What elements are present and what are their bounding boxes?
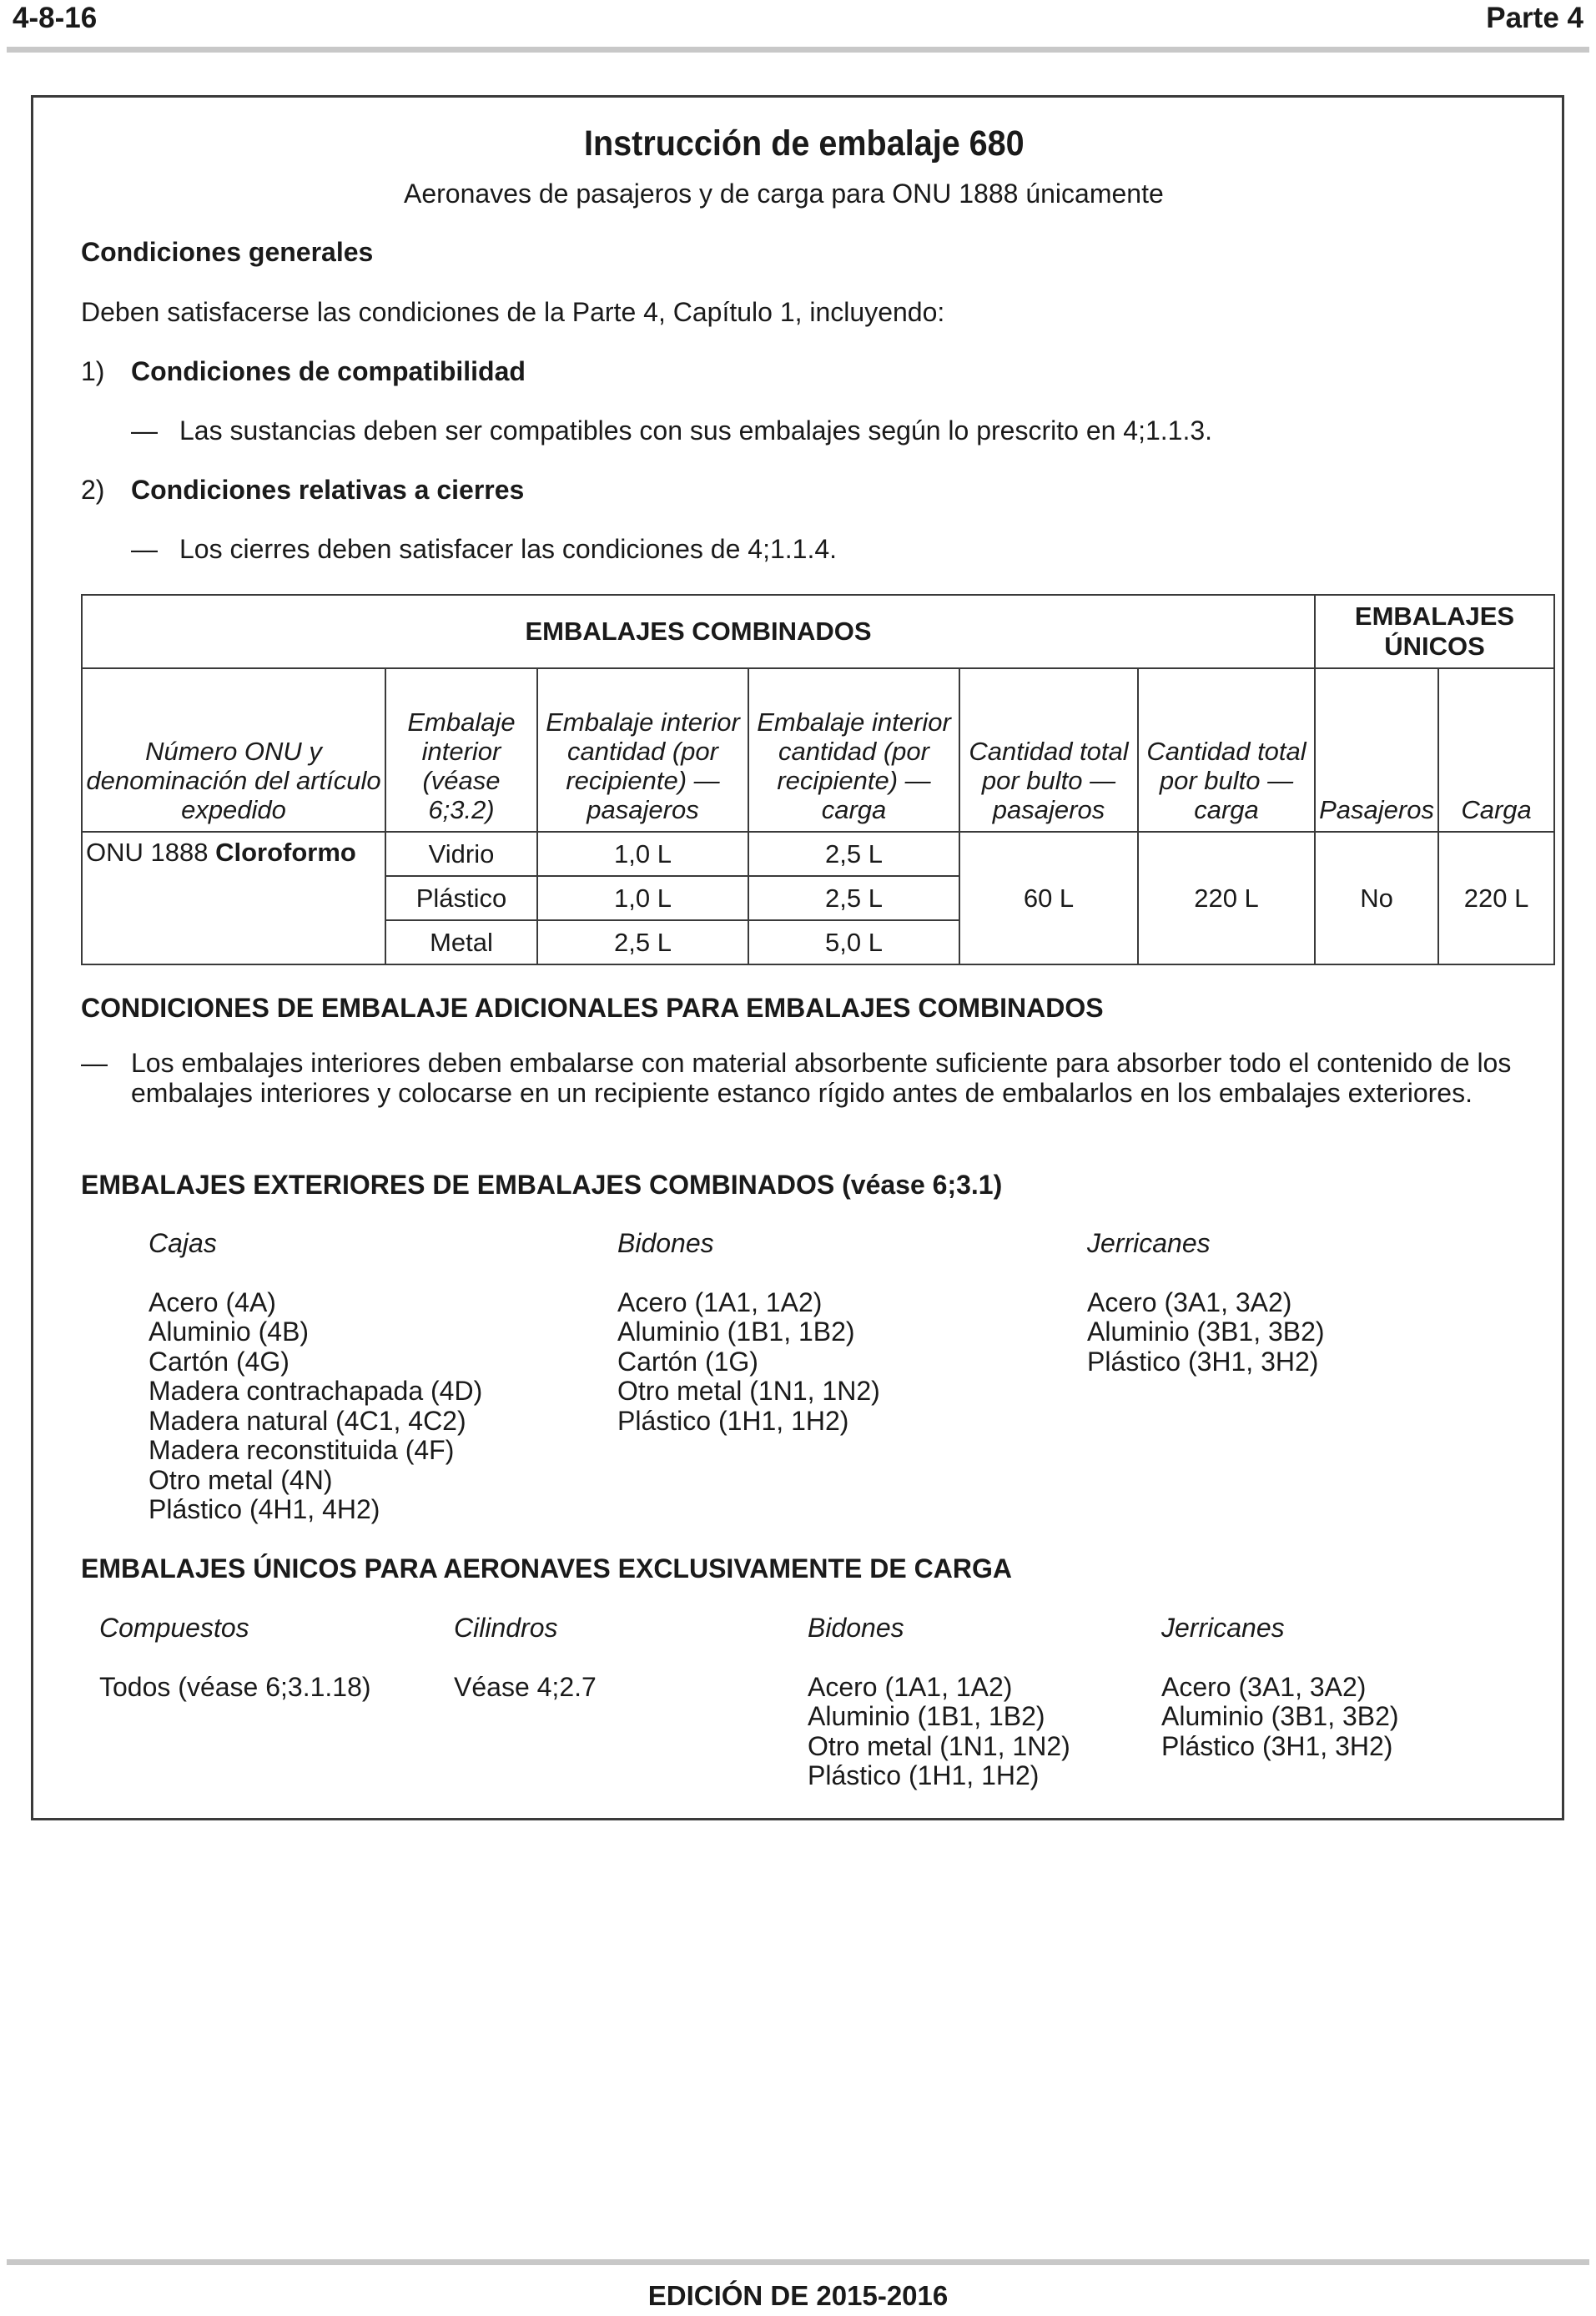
list-item: Otro metal (1N1, 1N2) [617,1376,880,1406]
column-title: Bidones [808,1613,904,1643]
list-item: Cartón (1G) [617,1346,758,1377]
additional-heading: CONDICIONES DE EMBALAJE ADICIONALES PARA EMBALAJES COMBINADOS [81,993,1104,1023]
instruction-subtitle: Aeronaves de pasajeros y de carga para ONU 1888 únicamente [404,179,1164,209]
list-item: Acero (3A1, 3A2) [1161,1671,1367,1702]
outer-column-jerricans [1087,1229,1325,1377]
item-2-dash: — [131,534,158,564]
qty-passenger-cell: 1,0 L [537,832,748,876]
single-heading: EMBALAJES ÚNICOS PARA AERONAVES EXCLUSIVAMENTE DE CARGA [81,1553,1012,1583]
item-2-number: 2) [81,475,105,505]
page-number: 4-8-16 [13,2,98,34]
qty-passenger-cell: 2,5 L [537,920,748,964]
col-header-un-number: Número ONU y denominación del artículo expedido [82,668,385,832]
total-cargo-cell: 220 L [1138,832,1315,964]
item-1-dash: — [131,415,158,446]
list-item: Madera natural (4C1, 4C2) [149,1405,466,1436]
item-1-text: Las sustancias deben ser compatibles con sus embalajes según lo prescrito en 4;1.1.3. [179,415,1213,446]
col-header-single-cargo: Carga [1438,668,1554,832]
qty-passenger-cell: 1,0 L [537,876,748,920]
list-item: Aluminio (3B1, 3B2) [1087,1317,1325,1347]
additional-dash: — [81,1048,108,1078]
item-2-title: Condiciones relativas a cierres [131,475,525,505]
list-item: Aluminio (1B1, 1B2) [808,1701,1045,1731]
item-2-text: Los cierres deben satisfacer las condiciones de 4;1.1.4. [179,534,838,564]
qty-cargo-cell: 2,5 L [748,876,959,920]
column-title: Cilindros [454,1613,558,1643]
list-item: Aluminio (3B1, 3B2) [1161,1701,1399,1731]
list-item: Plástico (3H1, 3H2) [1161,1730,1393,1761]
total-passenger-cell: 60 L [959,832,1138,964]
list-item: Acero (1A1, 1A2) [617,1286,823,1317]
general-intro: Deben satisfacerse las condiciones de la Parte 4, Capítulo 1, incluyendo: [81,297,945,327]
col-header-total-cargo: Cantidad total por bulto — carga [1138,668,1315,832]
qty-cargo-cell: 2,5 L [748,832,959,876]
un-number-cell [82,832,385,964]
list-item: Aluminio (1B1, 1B2) [617,1317,855,1347]
list-item: Plástico (1H1, 1H2) [808,1760,1040,1790]
footer-rule [7,2259,1589,2265]
column-title: Cajas [149,1228,217,1258]
col-header-single-passenger: Pasajeros [1315,668,1438,832]
column-title: Bidones [617,1228,714,1258]
single-passenger-cell: No [1315,832,1438,964]
outer-column-boxes [149,1229,482,1525]
packing-table [81,594,1555,965]
page-header [0,0,1596,52]
list-item: Otro metal (1N1, 1N2) [808,1730,1070,1761]
list-item: Plástico (4H1, 4H2) [149,1494,380,1524]
outer-heading: EMBALAJES EXTERIORES DE EMBALAJES COMBINADOS (véase 6;3.1) [81,1170,1003,1200]
col-header-total-passenger: Cantidad total por bulto — pasajeros [959,668,1138,832]
list-item: Acero (1A1, 1A2) [808,1671,1013,1702]
general-heading: Condiciones generales [81,237,374,267]
col-header-inner-qty-passenger: Embalaje interior cantidad (por recipiente) — pasajeros [537,668,748,832]
outer-column-drums [617,1229,880,1436]
un-number: ONU 1888 [86,838,216,867]
single-column-composites [99,1614,371,1702]
single-column-cylinders [454,1614,597,1702]
material-cell: Metal [385,920,537,964]
list-item: Acero (4A) [149,1286,276,1317]
column-title: Compuestos [99,1613,249,1643]
additional-text: Los embalajes interiores deben embalarse con material absorbente suficiente para absorber todo el contenido de los embalajes interiores y colocarse en un recipiente estanco rígido antes de embalarlos en los embalajes exteriores. [131,1048,1512,1108]
list-item: Otro metal (4N) [149,1464,333,1495]
header-rule [7,47,1589,53]
single-cargo-cell: 220 L [1438,832,1554,964]
list-item: Plástico (1H1, 1H2) [617,1405,849,1436]
list-item: Madera reconstituida (4F) [149,1435,455,1465]
column-title: Jerricanes [1087,1228,1211,1258]
list-item: Acero (3A1, 3A2) [1087,1286,1292,1317]
group-combined-header: EMBALAJES COMBINADOS [82,595,1315,668]
list-item: Véase 4;2.7 [454,1671,597,1702]
list-item: Cartón (4G) [149,1346,289,1377]
edition-footer: EDICIÓN DE 2015-2016 [647,2280,949,2311]
list-item: Plástico (3H1, 3H2) [1087,1346,1319,1377]
material-cell: Vidrio [385,832,537,876]
substance-name: Cloroformo [215,838,356,867]
list-item: Madera contrachapada (4D) [149,1376,483,1406]
single-column-drums [808,1614,1070,1791]
list-item: Aluminio (4B) [149,1317,310,1347]
single-column-jerricans [1161,1614,1399,1761]
group-single-header: EMBALAJES ÚNICOS [1315,595,1554,668]
col-header-inner-packaging: Embalaje interior (véase 6;3.2) [385,668,537,832]
list-item: Todos (véase 6;3.1.18) [99,1671,371,1702]
item-1-number: 1) [81,356,105,386]
item-1-title: Condiciones de compatibilidad [131,356,526,386]
qty-cargo-cell: 5,0 L [748,920,959,964]
part-label: Parte 4 [1486,2,1583,34]
instruction-title: Instrucción de embalaje 680 [584,123,1025,164]
material-cell: Plástico [385,876,537,920]
col-header-inner-qty-cargo: Embalaje interior cantidad (por recipiente) — carga [748,668,959,832]
column-title: Jerricanes [1161,1613,1285,1643]
